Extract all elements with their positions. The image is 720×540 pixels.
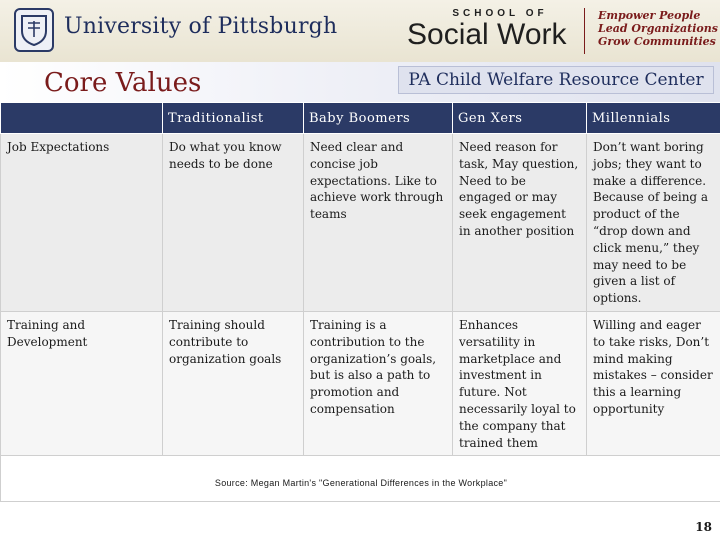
row-label: Training and Development — [1, 311, 163, 455]
table-cell: Training is a contribution to the organization’s goals, but is also a path to promotion and compensation — [304, 311, 453, 455]
tagline: Empower People — [598, 9, 701, 22]
core-values-table — [0, 102, 720, 502]
table-row — [1, 311, 720, 455]
tagline: Grow Communities — [598, 35, 716, 48]
header-banner — [0, 0, 720, 62]
school-of-label: SCHOOL OF — [452, 8, 548, 19]
tagline: Lead Organizations — [598, 22, 718, 35]
slide-number: 18 — [695, 520, 712, 534]
column-header: Traditionalist — [163, 103, 304, 134]
table-cell: Enhances versatility in marketplace and investment in future. Not necessarily loyal to the company that trained them — [453, 311, 587, 455]
column-header — [1, 103, 163, 134]
row-label: Job Expectations — [1, 134, 163, 312]
source-row — [1, 456, 720, 502]
column-header: Baby Boomers — [304, 103, 453, 134]
social-work-label: Social Work — [407, 18, 567, 51]
university-name: University of Pittsburgh — [64, 14, 338, 39]
university-seal-icon — [14, 8, 54, 52]
source-citation: Source: Megan Martin's "Generational Differences in the Workplace" — [214, 478, 508, 489]
table-cell: Need reason for task, May question, Need to be engaged or may seek engagement in another position — [453, 134, 587, 312]
logo-divider — [584, 8, 585, 54]
subheader-band — [0, 62, 720, 102]
table-header-row — [1, 103, 720, 134]
table-cell: Need clear and concise job expectations. Like to achieve work through teams — [304, 134, 453, 312]
table-row — [1, 134, 720, 312]
column-header: Millennials — [587, 103, 720, 134]
table-cell: Do what you know needs to be done — [163, 134, 304, 312]
resource-center-banner: PA Child Welfare Resource Center — [398, 66, 714, 94]
source-cell — [1, 456, 720, 502]
table-cell: Training should contribute to organization goals — [163, 311, 304, 455]
column-header: Gen Xers — [453, 103, 587, 134]
page-title: Core Values — [44, 68, 202, 98]
taglines — [598, 9, 718, 48]
table-cell: Willing and eager to take risks, Don’t mind making mistakes – consider this a learning opportunity — [587, 311, 720, 455]
table-cell: Don’t want boring jobs; they want to make a difference. Because of being a product of the “drop down and click menu,” they may need to be given a list of options. — [587, 134, 720, 312]
